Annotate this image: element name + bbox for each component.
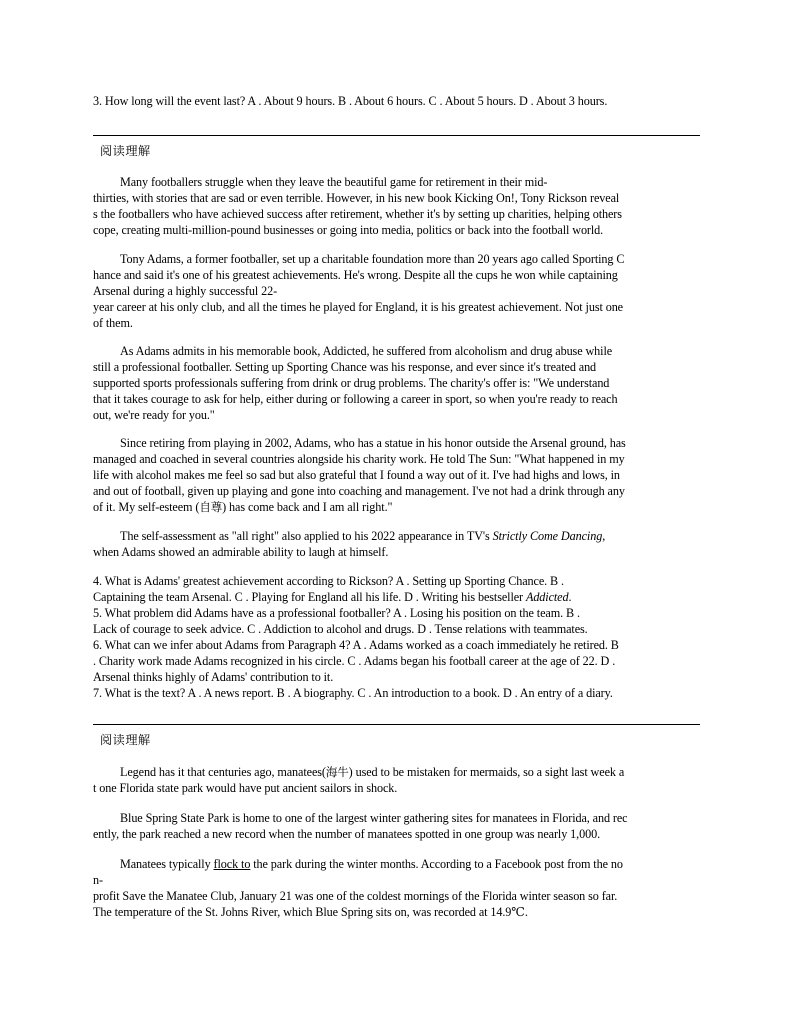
text-fragment: Captaining the team Arsenal. C . Playing for England all his life. D . Writing his bestseller [93,590,526,604]
section-header-reading-1: 阅读理解 [100,144,151,158]
question-4-line [93,589,700,605]
passage-1-questions [93,573,700,701]
question-6-line: 6. What can we infer about Adams from Paragraph 4? A . Adams worked as a coach immediately he retired. B [93,638,619,652]
text-line: Many footballers struggle when they leave the beautiful game for retirement in their mid- [120,175,548,189]
section-header-reading-2: 阅读理解 [100,733,151,747]
text-line: supported sports professionals suffering from drink or drug problems. The charity's offer is: "We understand [93,376,610,390]
chinese-gloss: 自尊 [199,500,223,514]
text-line: that it takes courage to ask for help, either during or following a career in sport, so when you're ready to reach [93,392,618,406]
text-line: out, we're ready for you." [93,408,215,422]
passage-2-paragraph-3 [93,856,700,920]
question-6-line: . Charity work made Adams recognized in his circle. C . Adams began his football career at the age of 22. D . [93,654,616,668]
passage-2-paragraph-1 [93,764,700,796]
text-line: profit Save the Manatee Club, January 21 was one of the coldest mornings of the Florida winter season so far. [93,889,618,903]
text-line: of them. [93,316,133,330]
book-title: Addicted [525,590,569,604]
text-line: life with alcohol makes me feel so sad but also grateful that I found a way out of it. I've had highs and lows, in [93,468,620,482]
text-line: thirties, with stories that are sad or even terrible. However, in his new book Kicking On!, Tony Rickson reveal [93,191,620,205]
question-6-line: Arsenal thinks highly of Adams' contribution to it. [93,670,334,684]
text-fragment: The self-assessment as "all right" also applied to his 2022 appearance in TV's [120,529,493,543]
text-line [93,856,700,872]
text-line: As Adams admits in his memorable book, Addicted, he suffered from alcoholism and drug abuse while [120,344,613,358]
text-line: still a professional footballer. Setting up Sporting Chance was his response, and ever since it's treated and [93,360,597,374]
show-title: Strictly Come Dancing [492,529,603,543]
passage-1-paragraph-1 [93,174,700,238]
question-5-line: Lack of courage to seek advice. C . Addiction to alcohol and drugs. D . Tense relations with teammates. [93,622,588,636]
text-line: s the footballers who have achieved success after retirement, whether it's by setting up charities, helping others [93,207,622,221]
text-fragment: Legend has it that centuries ago, manatees( [120,765,326,779]
text-line: Arsenal during a highly successful 22- [93,284,278,298]
passage-1-paragraph-5 [93,528,700,560]
text-line: year career at his only club, and all the times he played for England, it is his greatest achievement. Not just one [93,300,623,314]
text-line: when Adams showed an admirable ability to laugh at himself. [93,545,389,559]
question-5-line: 5. What problem did Adams have as a professional footballer? A . Losing his position on the team. B . [93,606,580,620]
text-line: Tony Adams, a former footballer, set up a charitable foundation more than 20 years ago called Sporting C [120,252,625,266]
text-line: ently, the park reached a new record when the number of manatees spotted in one group was nearly 1,000. [93,827,601,841]
text-line: n- [93,873,103,887]
question-3: 3. How long will the event last? A . About 9 hours. B . About 6 hours. C . About 5 hours. D . About 3 hours. [93,94,608,108]
underlined-phrase: flock to [213,857,251,871]
text-line: hance and said it's one of his greatest achievements. He's wrong. Despite all the cups he won while captaining [93,268,618,282]
text-fragment: of it. My self-esteem ( [93,500,200,514]
text-line [93,499,700,515]
chinese-gloss: 海牛 [325,765,349,779]
text-fragment: , [602,529,606,543]
section-divider [93,135,700,136]
text-line: Since retiring from playing in 2002, Adams, who has a statue in his honor outside the Arsenal ground, has [120,436,626,450]
passage-1-paragraph-3 [93,343,700,423]
text-line [93,528,700,544]
text-line: and out of football, given up playing and gone into coaching and management. I've not had a drink through any [93,484,625,498]
passage-2-paragraph-2 [93,810,700,842]
passage-1-paragraph-2 [93,251,700,331]
text-line: Blue Spring State Park is home to one of the largest winter gathering sites for manatees in Florida, and rec [120,811,628,825]
text-line: The temperature of the St. Johns River, which Blue Spring sits on, was recorded at 14.9℃. [93,905,528,919]
question-4-line: 4. What is Adams' greatest achievement according to Rickson? A . Setting up Sporting Chance. B . [93,574,564,588]
text-line: managed and coached in several countries alongside his charity work. He told The Sun: "What happened in my [93,452,625,466]
section-divider [93,724,700,725]
text-fragment: ) has come back and I am all right." [222,500,393,514]
passage-1-paragraph-4 [93,435,700,515]
text-line: cope, creating multi-million-pound businesses or going into media, politics or back into the football world. [93,223,604,237]
text-fragment: . [568,590,572,604]
question-7-line: 7. What is the text? A . A news report. B . A biography. C . An introduction to a book. D . An entry of a diary. [93,686,613,700]
text-line [93,764,700,780]
text-line: t one Florida state park would have put ancient sailors in shock. [93,781,398,795]
text-fragment: the park during the winter months. According to a Facebook post from the no [250,857,623,871]
text-fragment: Manatees typically [120,857,214,871]
text-fragment: ) used to be mistaken for mermaids, so a sight last week a [348,765,625,779]
